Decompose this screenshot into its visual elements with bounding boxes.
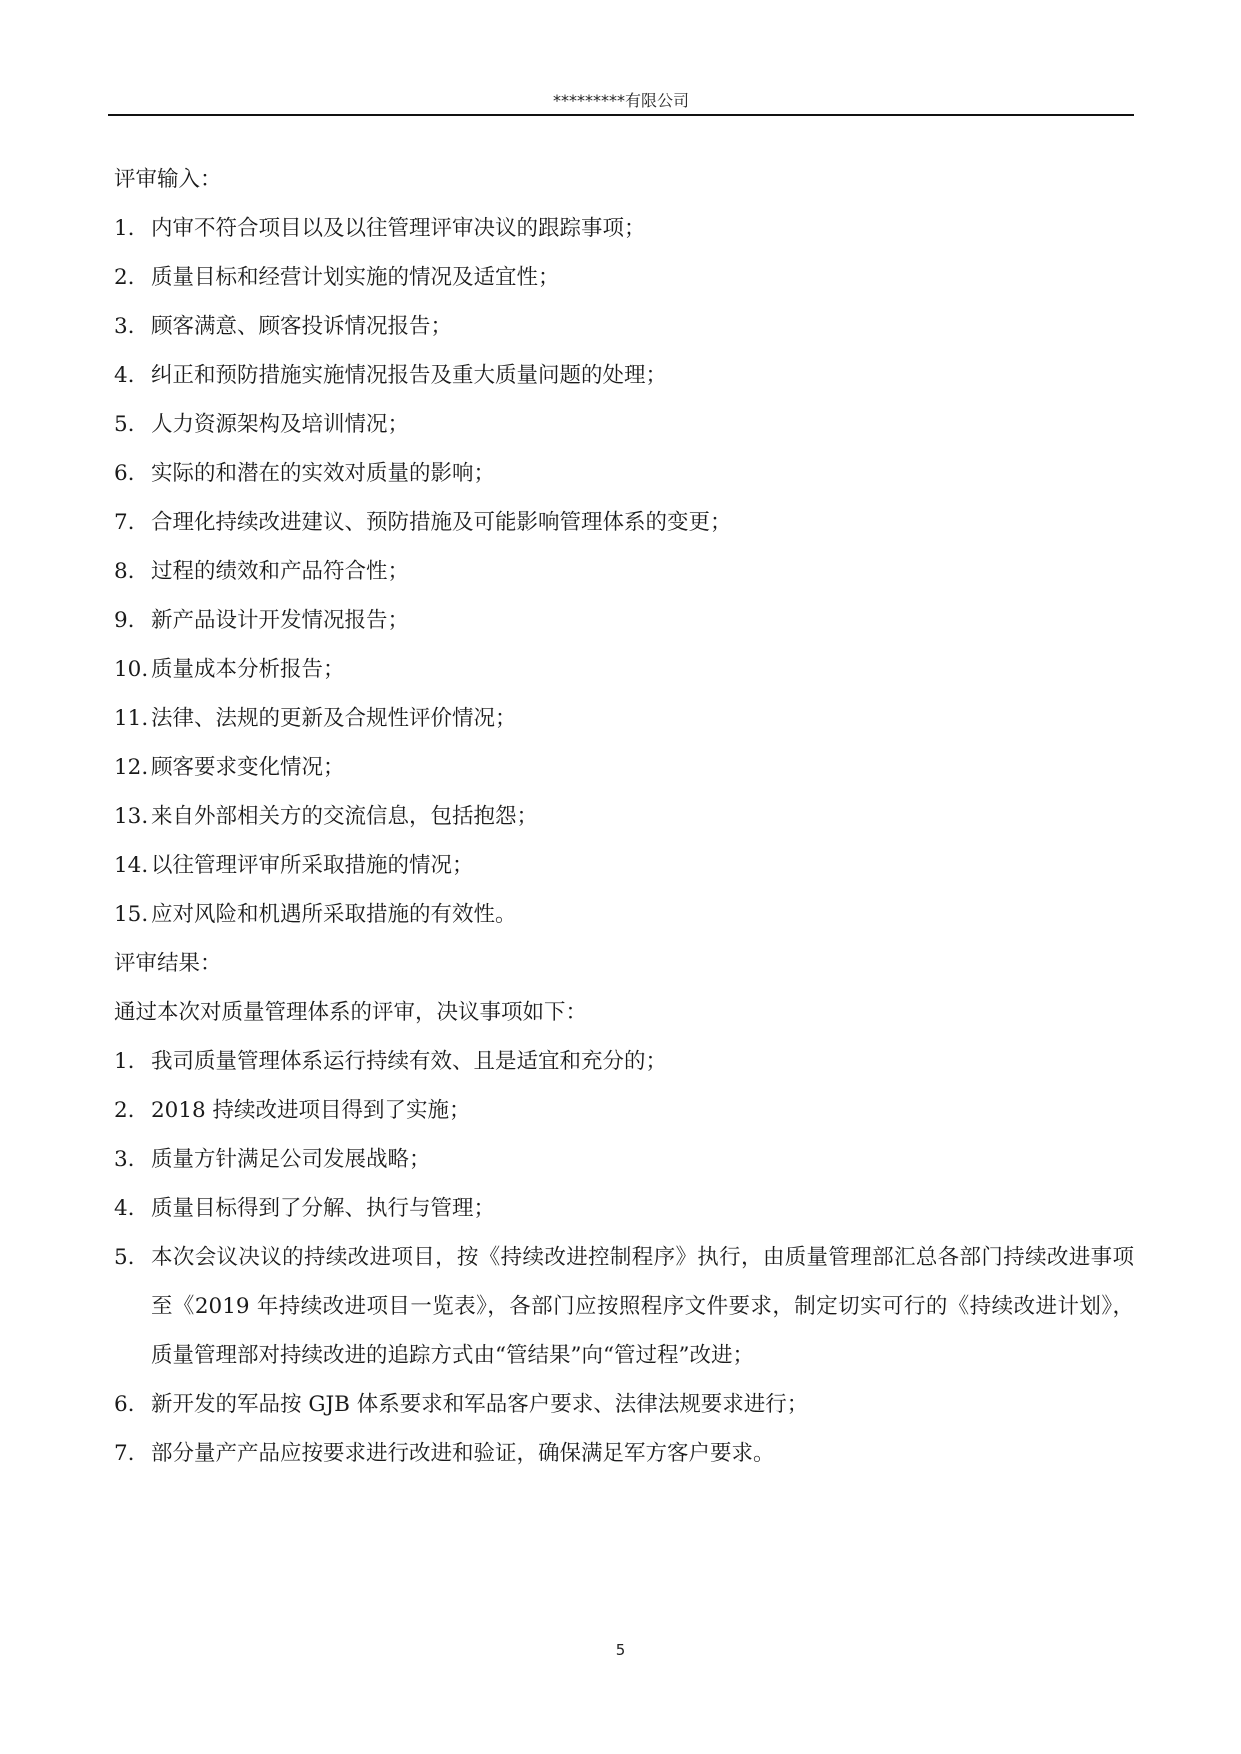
list-number: 2.: [114, 265, 135, 290]
input-list-item: [114, 351, 1134, 400]
list-number: 9.: [114, 608, 135, 633]
list-text: 质量成本分析报告；: [151, 657, 345, 682]
list-number: 15.: [114, 902, 149, 927]
input-list-item: [114, 498, 1134, 547]
list-number: 1.: [114, 1049, 135, 1074]
input-list-item: [114, 694, 1134, 743]
input-list-item: [114, 596, 1134, 645]
list-number: 14.: [114, 853, 149, 878]
list-text: 过程的绩效和产品符合性；: [151, 559, 410, 584]
header-divider: [108, 114, 1134, 116]
list-text: 顾客满意、顾客投诉情况报告；: [151, 314, 453, 339]
list-text: 以往管理评审所采取措施的情况；: [151, 853, 474, 878]
input-section-heading: 评审输入：: [114, 167, 222, 192]
result-list-item: [114, 1184, 1134, 1233]
list-number: 11.: [114, 706, 149, 731]
list-text: 人力资源架构及培训情况；: [151, 412, 410, 437]
input-list-item: [114, 253, 1134, 302]
list-text: 部分量产产品应按要求进行改进和验证，确保满足军方客户要求。: [151, 1441, 775, 1466]
input-list-item: [114, 841, 1134, 890]
result-list-item: [114, 1135, 1134, 1184]
list-number: 3.: [114, 1147, 135, 1172]
list-number: 5.: [114, 412, 135, 437]
list-number: 5.: [114, 1245, 135, 1270]
page-number: 5: [615, 1641, 626, 1659]
list-number: 4.: [114, 363, 135, 388]
list-number: 7.: [114, 510, 135, 535]
result-list-item: [114, 1233, 1134, 1380]
input-list-item: [114, 204, 1134, 253]
list-text: 应对风险和机遇所采取措施的有效性。: [151, 902, 517, 927]
list-text: 顾客要求变化情况；: [151, 755, 345, 780]
list-number: 1.: [114, 216, 135, 241]
result-section-intro: 通过本次对质量管理体系的评审，决议事项如下：: [114, 1000, 588, 1025]
document-body: [114, 155, 1134, 1478]
list-text: 纠正和预防措施实施情况报告及重大质量问题的处理；: [151, 363, 668, 388]
input-list-item: [114, 792, 1134, 841]
list-number: 2.: [114, 1098, 135, 1123]
list-text: 新开发的军品按 GJB 体系要求和军品客户要求、法律法规要求进行；: [151, 1392, 809, 1417]
result-section-heading: 评审结果：: [114, 951, 222, 976]
list-number: 12.: [114, 755, 149, 780]
list-number: 13.: [114, 804, 149, 829]
result-list-item: [114, 1429, 1134, 1478]
list-text: 实际的和潜在的实效对质量的影响；: [151, 461, 496, 486]
input-list-item: [114, 645, 1134, 694]
list-number: 7.: [114, 1441, 135, 1466]
list-text: 新产品设计开发情况报告；: [151, 608, 410, 633]
input-list-item: [114, 400, 1134, 449]
input-list-item: [114, 449, 1134, 498]
result-list-item: [114, 1037, 1134, 1086]
input-list-item: [114, 890, 1134, 939]
list-number: 8.: [114, 559, 135, 584]
input-list-item: [114, 743, 1134, 792]
list-text: 质量方针满足公司发展战略；: [151, 1147, 431, 1172]
list-text: 质量目标得到了分解、执行与管理；: [151, 1196, 496, 1221]
list-text: 我司质量管理体系运行持续有效、且是适宜和充分的；: [151, 1049, 668, 1074]
list-number: 3.: [114, 314, 135, 339]
list-number: 6.: [114, 1392, 135, 1417]
list-text: 法律、法规的更新及合规性评价情况；: [151, 706, 517, 731]
list-number: 6.: [114, 461, 135, 486]
result-list-item: [114, 1380, 1134, 1429]
list-text: 质量目标和经营计划实施的情况及适宜性；: [151, 265, 560, 290]
page-header-company: *********有限公司: [552, 91, 689, 110]
list-text: 合理化持续改进建议、预防措施及可能影响管理体系的变更；: [151, 510, 732, 535]
input-list-item: [114, 302, 1134, 351]
input-list-item: [114, 547, 1134, 596]
list-text: 内审不符合项目以及以往管理评审决议的跟踪事项；: [151, 216, 646, 241]
list-number: 10.: [114, 657, 149, 682]
result-list-item: [114, 1086, 1134, 1135]
list-number: 4.: [114, 1196, 135, 1221]
list-text: 来自外部相关方的交流信息，包括抱怨；: [151, 804, 539, 829]
list-text: 2018 持续改进项目得到了实施；: [151, 1098, 471, 1123]
list-text: 本次会议决议的持续改进项目，按《持续改进控制程序》执行，由质量管理部汇总各部门持续改进事项至《2019 年持续改进项目一览表》，各部门应按照程序文件要求，制定切实可行的《持续改进计划》，质量管理部对持续改进的追踪方式由“管结果”向“管过程”改进；: [151, 1245, 1134, 1368]
